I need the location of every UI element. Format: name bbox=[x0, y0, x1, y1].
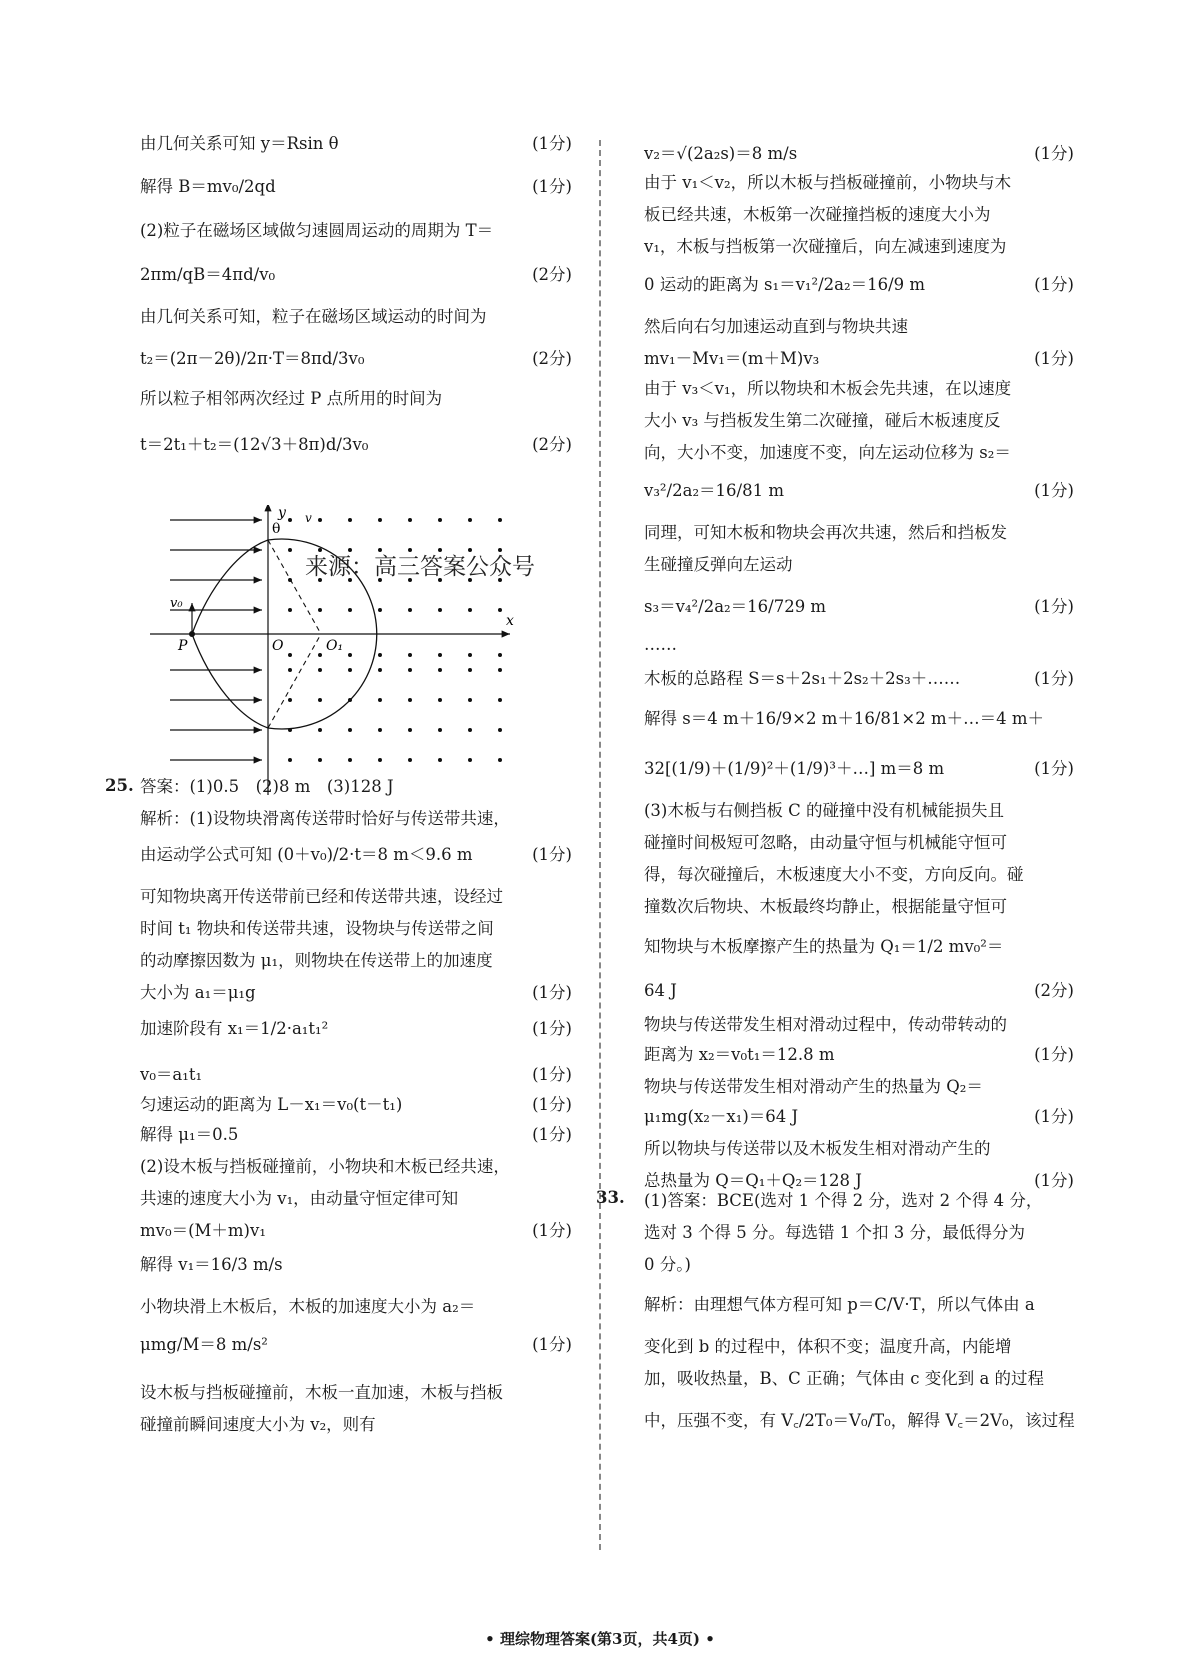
left-line bbox=[140, 348, 572, 370]
field-dot bbox=[348, 728, 352, 732]
right-line bbox=[644, 1076, 1074, 1098]
left-line bbox=[140, 1018, 572, 1040]
field-dot bbox=[318, 668, 322, 672]
field-dot bbox=[288, 653, 292, 657]
score-label: (2分) bbox=[532, 349, 572, 368]
right-line bbox=[644, 1014, 1074, 1036]
field-dot bbox=[468, 653, 472, 657]
right-line bbox=[644, 554, 1074, 576]
line-text: 中，压强不变，有 V꜀/2T₀＝V₀/T₀，解得 V꜀＝2V₀，该过程 bbox=[644, 1411, 1075, 1430]
y-axis-label: y bbox=[278, 505, 286, 521]
line-text: v₂＝√(2a₂s)＝8 m/s bbox=[644, 144, 798, 163]
field-dot bbox=[348, 698, 352, 702]
field-dot bbox=[468, 608, 472, 612]
right-line bbox=[644, 378, 1074, 400]
right-line bbox=[644, 596, 1074, 618]
right-line bbox=[644, 1106, 1074, 1128]
field-dot bbox=[408, 758, 412, 762]
line-text: (2)设木板与挡板碰撞前，小物块和木板已经共速， bbox=[140, 1157, 510, 1176]
field-dot bbox=[498, 668, 502, 672]
field-dot bbox=[288, 758, 292, 762]
line-text: 解得 B＝mv₀/2qd bbox=[140, 177, 276, 196]
left-line bbox=[140, 844, 572, 866]
line-text: mv₁－Mv₁＝(m＋M)v₃ bbox=[644, 349, 820, 368]
line-text: 物块与传送带发生相对滑动过程中，传动带转动的 bbox=[644, 1015, 1007, 1034]
line-text: 由于 v₁＜v₂，所以木板与挡板碰撞前，小物块与木 bbox=[644, 173, 1012, 192]
line-text: 碰撞前瞬间速度大小为 v₂，则有 bbox=[140, 1415, 376, 1434]
line-text: 选对 3 个得 5 分。每选错 1 个扣 3 分，最低得分为 bbox=[644, 1223, 1025, 1242]
field-dot bbox=[348, 653, 352, 657]
score-label: (1分) bbox=[1034, 481, 1074, 500]
left-line bbox=[140, 1220, 572, 1242]
left-line bbox=[140, 133, 572, 155]
right-line bbox=[644, 442, 1074, 464]
field-dot bbox=[438, 653, 442, 657]
v-label: v bbox=[305, 511, 312, 525]
field-dot bbox=[348, 758, 352, 762]
right-line bbox=[644, 348, 1074, 370]
line-text: v₁，木板与挡板第一次碰撞后，向左减速到速度为 bbox=[644, 237, 1007, 256]
o1-label: O₁ bbox=[326, 638, 344, 654]
line-text: 总热量为 Q＝Q₁＋Q₂＝128 J bbox=[644, 1171, 862, 1190]
field-dot bbox=[468, 518, 472, 522]
score-label: (1分) bbox=[1034, 1107, 1074, 1126]
right-line bbox=[644, 936, 1074, 958]
line-text: 物块与传送带发生相对滑动产生的热量为 Q₂＝ bbox=[644, 1077, 983, 1096]
right-line bbox=[644, 316, 1074, 338]
field-dot bbox=[498, 698, 502, 702]
field-dot bbox=[318, 728, 322, 732]
line-text: 0 运动的距离为 s₁＝v₁²/2a₂＝16/9 m bbox=[644, 275, 926, 294]
left-line bbox=[140, 1334, 572, 1356]
line-text: 0 分。) bbox=[644, 1255, 691, 1274]
line-text: 64 J bbox=[644, 981, 677, 1000]
line-text: 由几何关系可知，粒子在磁场区域运动的时间为 bbox=[140, 307, 487, 326]
line-text: 的动摩擦因数为 μ₁，则物块在传送带上的加速度 bbox=[140, 951, 493, 970]
field-dot bbox=[318, 758, 322, 762]
field-dot bbox=[288, 698, 292, 702]
score-label: (1分) bbox=[1034, 144, 1074, 163]
score-label: (2分) bbox=[1034, 981, 1074, 1000]
line-text: 大小 v₃ 与挡板发生第二次碰撞，碰后木板速度反 bbox=[644, 411, 1001, 430]
left-line bbox=[140, 306, 572, 328]
line-text: 2πm/qB＝4πd/v₀ bbox=[140, 265, 276, 284]
line-text: 由几何关系可知 y＝Rsin θ bbox=[140, 134, 339, 153]
left-line bbox=[140, 1156, 572, 1178]
field-dot bbox=[438, 758, 442, 762]
left-line bbox=[140, 176, 572, 198]
right-line bbox=[644, 980, 1074, 1002]
line-text: 同理，可知木板和物块会再次共速，然后和挡板发 bbox=[644, 523, 1007, 542]
field-dot bbox=[468, 698, 472, 702]
line-text: 得，每次碰撞后，木板速度大小不变，方向反向。碰 bbox=[644, 865, 1024, 884]
right-line bbox=[644, 1254, 1074, 1276]
right-line bbox=[644, 1222, 1074, 1244]
left-line bbox=[140, 388, 572, 410]
line-text: 大小为 a₁＝μ₁g bbox=[140, 983, 256, 1002]
right-line bbox=[644, 758, 1074, 780]
score-label: (1分) bbox=[1034, 1171, 1074, 1190]
line-text: 向，大小不变，加速度不变，向左运动位移为 s₂＝ bbox=[644, 443, 1011, 462]
line-text: 可知物块离开传送带前已经和传送带共速，设经过 bbox=[140, 887, 503, 906]
v0-label: v₀ bbox=[170, 596, 183, 611]
score-label: (1分) bbox=[1034, 1045, 1074, 1064]
line-text: 所以粒子相邻两次经过 P 点所用的时间为 bbox=[140, 389, 443, 408]
line-text: 加速阶段有 x₁＝1/2·a₁t₁² bbox=[140, 1019, 329, 1038]
line-text: 解得 μ₁＝0.5 bbox=[140, 1125, 239, 1144]
field-dot bbox=[468, 758, 472, 762]
right-line bbox=[644, 1336, 1074, 1358]
field-dot bbox=[438, 728, 442, 732]
field-dot bbox=[348, 518, 352, 522]
right-line bbox=[644, 143, 1074, 165]
score-label: (2分) bbox=[532, 435, 572, 454]
score-label: (1分) bbox=[1034, 759, 1074, 778]
right-line bbox=[644, 274, 1074, 296]
right-line bbox=[644, 708, 1074, 730]
right-line bbox=[644, 1368, 1074, 1390]
right-line bbox=[644, 204, 1074, 226]
line-text: 解析：由理想气体方程可知 p＝C/V·T，所以气体由 a bbox=[644, 1295, 1035, 1314]
line-text: t₂＝(2π－2θ)/2π·T＝8πd/3v₀ bbox=[140, 349, 365, 368]
field-dot bbox=[408, 518, 412, 522]
line-text: 小物块滑上木板后，木板的加速度大小为 a₂＝ bbox=[140, 1297, 476, 1316]
page-footer: • 理综物理答案(第3页，共4页) • bbox=[485, 1630, 715, 1648]
line-text: (3)木板与右侧挡板 C 的碰撞中没有机械能损失且 bbox=[644, 801, 1004, 820]
score-label: (1分) bbox=[532, 177, 572, 196]
field-dot bbox=[408, 608, 412, 612]
line-text: 解得 v₁＝16/3 m/s bbox=[140, 1255, 283, 1274]
right-line bbox=[644, 480, 1074, 502]
field-dot bbox=[468, 728, 472, 732]
left-line bbox=[140, 1254, 572, 1276]
watermark: 来源：高三答案公众号 bbox=[305, 554, 535, 580]
line-text: v₃²/2a₂＝16/81 m bbox=[644, 481, 785, 500]
right-line bbox=[644, 1294, 1074, 1316]
right-line bbox=[644, 1044, 1074, 1066]
field-dot bbox=[408, 698, 412, 702]
right-line bbox=[644, 896, 1074, 918]
line-text: 知物块与木板摩擦产生的热量为 Q₁＝1/2 mv₀²＝ bbox=[644, 937, 1004, 956]
left-line bbox=[140, 1094, 572, 1116]
field-dot bbox=[378, 608, 382, 612]
line-text: 32[(1/9)＋(1/9)²＋(1/9)³＋…] m＝8 m bbox=[644, 759, 945, 778]
left-line bbox=[140, 1124, 572, 1146]
field-dot bbox=[288, 608, 292, 612]
score-label: (2分) bbox=[532, 265, 572, 284]
right-line bbox=[644, 800, 1074, 822]
line-text: 时间 t₁ 物块和传送带共速，设物块与传送带之间 bbox=[140, 919, 494, 938]
x-axis-label: x bbox=[506, 613, 514, 629]
line-text: 碰撞时间极短可忽略，由动量守恒与机械能守恒可 bbox=[644, 833, 1007, 852]
line-text: 板已经共速，木板第一次碰撞挡板的速度大小为 bbox=[644, 205, 991, 224]
theta-label: θ bbox=[272, 521, 281, 537]
score-label: (1分) bbox=[532, 1125, 572, 1144]
right-line bbox=[644, 236, 1074, 258]
right-line bbox=[644, 410, 1074, 432]
left-line bbox=[140, 264, 572, 286]
left-line bbox=[140, 1296, 572, 1318]
field-dot bbox=[348, 668, 352, 672]
right-line bbox=[644, 864, 1074, 886]
left-line bbox=[140, 1064, 572, 1086]
field-dot bbox=[318, 698, 322, 702]
right-line bbox=[644, 668, 1074, 690]
score-label: (1分) bbox=[1034, 669, 1074, 688]
right-line bbox=[644, 1410, 1074, 1432]
field-dot bbox=[438, 668, 442, 672]
left-line bbox=[140, 1382, 572, 1404]
field-dot bbox=[498, 518, 502, 522]
line-text: 由于 v₃＜v₁，所以物块和木板会先共速，在以速度 bbox=[644, 379, 1012, 398]
right-line bbox=[644, 832, 1074, 854]
line-text: μ₁mg(x₂－x₁)＝64 J bbox=[644, 1107, 799, 1126]
question-number-25: 25. bbox=[105, 776, 134, 795]
field-dot bbox=[378, 728, 382, 732]
field-dot bbox=[318, 608, 322, 612]
left-line bbox=[140, 982, 572, 1004]
field-dot bbox=[408, 668, 412, 672]
field-dot bbox=[498, 758, 502, 762]
left-line bbox=[140, 220, 572, 242]
score-label: (1分) bbox=[1034, 275, 1074, 294]
right-line bbox=[644, 1170, 1074, 1192]
score-label: (1分) bbox=[1034, 349, 1074, 368]
left-line bbox=[140, 808, 572, 830]
line-text: 由运动学公式可知 (0＋v₀)/2·t＝8 m＜9.6 m bbox=[140, 845, 473, 864]
right-line bbox=[644, 172, 1074, 194]
right-line bbox=[644, 1138, 1074, 1160]
line-text: 匀速运动的距离为 L－x₁＝v₀(t－t₁) bbox=[140, 1095, 403, 1114]
line-text: μmg/M＝8 m/s² bbox=[140, 1335, 268, 1354]
line-text: 撞数次后物块、木板最终均静止，根据能量守恒可 bbox=[644, 897, 1007, 916]
score-label: (1分) bbox=[1034, 597, 1074, 616]
line-text: 解析：(1)设物块滑离传送带时恰好与传送带共速， bbox=[140, 809, 510, 828]
right-line bbox=[644, 522, 1074, 544]
field-dot bbox=[468, 668, 472, 672]
field-dot bbox=[288, 668, 292, 672]
right-line bbox=[644, 634, 1074, 656]
column-divider bbox=[599, 140, 601, 1550]
line-text: 设木板与挡板碰撞前，木板一直加速，木板与挡板 bbox=[140, 1383, 503, 1402]
score-label: (1分) bbox=[532, 1335, 572, 1354]
score-label: (1分) bbox=[532, 1221, 572, 1240]
left-line bbox=[140, 918, 572, 940]
line-text: s₃＝v₄²/2a₂＝16/729 m bbox=[644, 597, 827, 616]
field-dot bbox=[378, 668, 382, 672]
line-text: (2)粒子在磁场区域做匀速圆周运动的周期为 T＝ bbox=[140, 221, 494, 240]
field-dot bbox=[378, 698, 382, 702]
score-label: (1分) bbox=[532, 845, 572, 864]
field-dot bbox=[498, 653, 502, 657]
field-dot bbox=[318, 653, 322, 657]
field-dot bbox=[378, 653, 382, 657]
line-text: 共速的速度大小为 v₁，由动量守恒定律可知 bbox=[140, 1189, 459, 1208]
line-text: …… bbox=[644, 635, 677, 654]
field-dot bbox=[288, 548, 292, 552]
score-label: (1分) bbox=[532, 1065, 572, 1084]
question-number-33: 33. bbox=[596, 1188, 625, 1207]
line-text: 所以物块与传送带以及木板发生相对滑动产生的 bbox=[644, 1139, 991, 1158]
left-line bbox=[140, 1414, 572, 1436]
score-label: (1分) bbox=[532, 134, 572, 153]
line-text: 生碰撞反弹向左运动 bbox=[644, 555, 793, 574]
line-text: 答案：(1)0.5 (2)8 m (3)128 J bbox=[140, 777, 394, 796]
line-text: 解得 s＝4 m＋16/9×2 m＋16/81×2 m＋…＝4 m＋ bbox=[644, 709, 1045, 728]
field-dot bbox=[348, 608, 352, 612]
field-dot bbox=[438, 608, 442, 612]
line-text: 距离为 x₂＝v₀t₁＝12.8 m bbox=[644, 1045, 835, 1064]
line-text: 加，吸收热量，B、C 正确；气体由 c 变化到 a 的过程 bbox=[644, 1369, 1045, 1388]
field-dot bbox=[498, 728, 502, 732]
line-text: 变化到 b 的过程中，体积不变；温度升高，内能增 bbox=[644, 1337, 1012, 1356]
left-line bbox=[140, 950, 572, 972]
field-dot bbox=[408, 728, 412, 732]
field-dot bbox=[438, 518, 442, 522]
line-text: mv₀＝(M＋m)v₁ bbox=[140, 1221, 266, 1240]
line-text: t＝2t₁＋t₂＝(12√3＋8π)d/3v₀ bbox=[140, 435, 369, 454]
p-label: P bbox=[178, 638, 188, 654]
field-dot bbox=[408, 653, 412, 657]
score-label: (1分) bbox=[532, 983, 572, 1002]
line-text: (1)答案：BCE(选对 1 个得 2 分，选对 2 个得 4 分， bbox=[644, 1191, 1043, 1210]
score-label: (1分) bbox=[532, 1019, 572, 1038]
field-dot bbox=[318, 518, 322, 522]
line-text: v₀＝a₁t₁ bbox=[140, 1065, 203, 1084]
line-text: 然后向右匀加速运动直到与物块共速 bbox=[644, 317, 908, 336]
score-label: (1分) bbox=[532, 1095, 572, 1114]
field-dot bbox=[288, 728, 292, 732]
left-line bbox=[140, 434, 572, 456]
field-dot bbox=[378, 758, 382, 762]
field-dot bbox=[498, 608, 502, 612]
field-dot bbox=[378, 518, 382, 522]
field-dot bbox=[288, 518, 292, 522]
left-line bbox=[140, 1188, 572, 1210]
field-dot bbox=[288, 578, 292, 582]
line-text: 木板的总路程 S＝s＋2s₁＋2s₂＋2s₃＋…… bbox=[644, 669, 961, 688]
field-dot bbox=[438, 698, 442, 702]
left-line bbox=[140, 886, 572, 908]
right-line bbox=[644, 1190, 1074, 1212]
origin-label: O bbox=[272, 638, 284, 654]
